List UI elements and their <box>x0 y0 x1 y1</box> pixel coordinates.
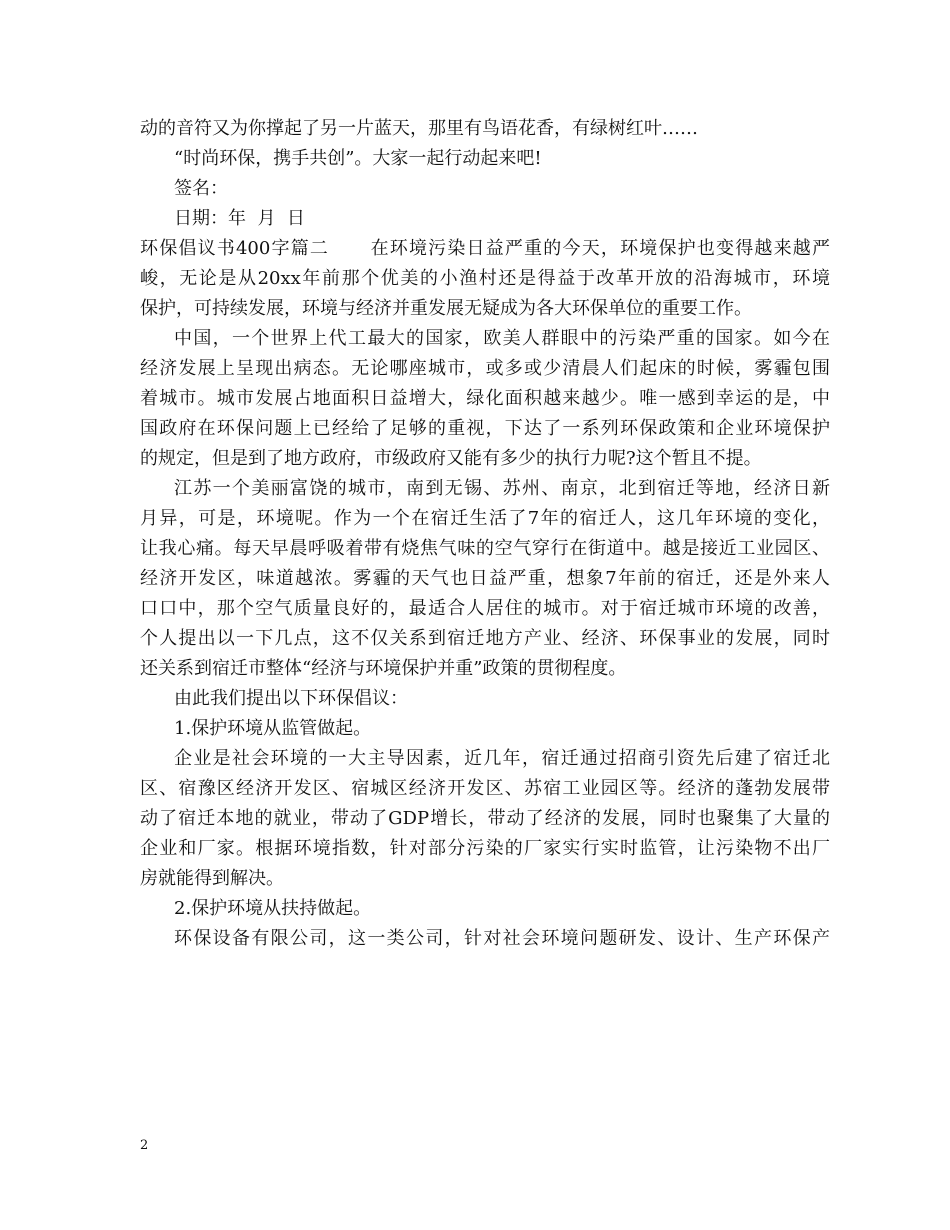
text-line: 2.保护环境从扶持做起。 <box>174 898 372 919</box>
text-line: 个人提出以一下几点，这不仅关系到宿迁地方产业、经济、环保事业的发展，同时 <box>140 628 830 649</box>
text-line: 江苏一个美丽富饶的城市，南到无锡、苏州、南京，北到宿迁等地，经济日新 <box>174 478 830 499</box>
text-line: 区、宿豫区经济开发区、宿城区经济开发区、苏宿工业园区等。经济的蓬勃发展带 <box>140 778 830 799</box>
text-line: 保护，可持续发展，环境与经济并重发展无疑成为各大环保单位的重要工作。 <box>140 298 752 319</box>
text-line: 企业是社会环境的一大主导因素，近几年，宿迁通过招商引资先后建了宿迁北 <box>174 748 830 769</box>
text-line: 动了宿迁本地的就业，带动了GDP增长，带动了经济的发展，同时也聚集了大量的 <box>140 808 830 829</box>
text-line: 经济发展上呈现出病态。无论哪座城市，或多或少清晨人们起床的时候，雾霾包围 <box>140 358 830 379</box>
text-line: 国政府在环保问题上已经给了足够的重视，下达了一系列环保政策和企业环境保护 <box>140 418 830 439</box>
text-line: 环保设备有限公司，这一类公司，针对社会环境问题研发、设计、生产环保产 <box>174 928 830 949</box>
text-line: 口口中，那个空气质量良好的，最适合人居住的城市。对于宿迁城市环境的改善， <box>140 598 830 619</box>
text-line: 让我心痛。每天早晨呼吸着带有烧焦气味的空气穿行在街道中。越是接近工业园区、 <box>140 538 830 559</box>
text-line: 签名： <box>174 178 228 199</box>
text-line: 月异，可是，环境呢。作为一个在宿迁生活了7年的宿迁人，这几年环境的变化， <box>140 508 830 529</box>
text-line: 着城市。城市发展占地面积日益增大，绿化面积越来越少。唯一感到幸运的是，中 <box>140 388 830 409</box>
page-number: 2 <box>140 1138 149 1153</box>
text-line: 峻，无论是从20xx年前那个优美的小渔村还是得益于改革开放的沿海城市，环境 <box>140 268 830 289</box>
text-line: 由此我们提出以下环保倡议： <box>174 688 408 709</box>
document-body <box>140 114 830 954</box>
text-line: 1.保护环境从监管做起。 <box>174 718 372 739</box>
text-line: 环保倡议书400字篇二 在环境污染日益严重的今天，环境保护也变得越来越严 <box>140 238 830 259</box>
text-line: 日期：年 月 日 <box>174 208 305 229</box>
text-line: 动的音符又为你撑起了另一片蓝天，那里有鸟语花香，有绿树红叶…… <box>140 118 698 139</box>
text-line: 的规定，但是到了地方政府，市级政府又能有多少的执行力呢?这个暂且不提。 <box>140 448 762 469</box>
text-line: 房就能得到解决。 <box>140 868 284 889</box>
text-line: “时尚环保，携手共创”。大家一起行动起来吧! <box>174 148 542 169</box>
text-line: 中国，一个世界上代工最大的国家，欧美人群眼中的污染严重的国家。如今在 <box>174 328 830 349</box>
text-line: 经济开发区，味道越浓。雾霾的天气也日益严重，想象7年前的宿迁，还是外来人 <box>140 568 830 589</box>
text-line: 企业和厂家。根据环境指数，针对部分污染的厂家实行实时监管，让污染物不出厂 <box>140 838 830 859</box>
text-line: 还关系到宿迁市整体“经济与环境保护并重”政策的贯彻程度。 <box>140 658 627 679</box>
